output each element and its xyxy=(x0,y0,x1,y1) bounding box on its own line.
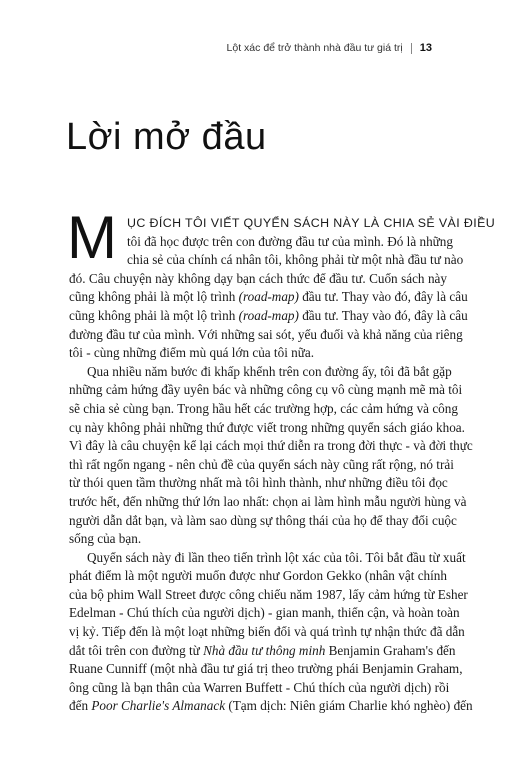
text-line: Qua nhiều năm bước đi khấp khểnh trên con đường ấy, tôi đã bắt gặp xyxy=(87,363,452,379)
paragraph-3 xyxy=(69,549,473,716)
text-line: phát điểm là một người muốn được như Gordon Gekko (nhân vật chính xyxy=(69,568,447,584)
text-line: vị kỷ. Tiếp đến là một loạt những biến đổi và quá trình tự nhận thức đã dẫn xyxy=(69,624,465,640)
text-line: những cảm hứng đầy uyên bác và những công cụ vô cùng mạnh mẽ mà tôi xyxy=(69,382,463,398)
text-line: Edelman - Chú thích của người dịch) - gian manh, thiển cận, và hoàn toàn xyxy=(69,605,460,621)
opening-caps-line: ỤC ĐÍCH TÔI VIẾT QUYỂN SÁCH NÀY LÀ CHIA SẺ VÀI ĐIỀU xyxy=(127,216,496,230)
text-line: tôi đã học được trên con đường đầu tư của mình. Đó là những xyxy=(127,233,453,249)
text-line: ông cũng là bạn thân của Warren Buffett - Chú thích của người dịch) rồi xyxy=(69,679,450,695)
drop-cap: M xyxy=(67,204,117,271)
text-line: Quyển sách này đi lần theo tiến trình lột xác của tôi. Tôi bắt đầu từ xuất xyxy=(87,549,466,565)
running-header xyxy=(227,42,432,54)
opening-paragraph xyxy=(67,204,496,363)
text-line: cũng không phải là một lộ trình (road-map) đầu tư. Thay vào đó, đây là câu xyxy=(69,289,468,305)
text-line: trước hết, đến những thứ lớn lao nhất: chọn ai làm hình mẫu người hùng và xyxy=(69,493,467,509)
header-divider xyxy=(411,43,412,54)
text-line: cụ này không phải những thứ được viết trong những quyển sách giáo khoa. xyxy=(69,419,465,435)
text-line: từ thói quen tầm thường nhất mà tôi hình thành, như những điều tôi đọc xyxy=(69,475,448,491)
running-title: Lột xác để trở thành nhà đầu tư giá trị xyxy=(226,42,403,54)
text-line: sẽ chia sẻ cùng bạn. Trong hầu hết các trường hợp, các cảm hứng và công xyxy=(69,400,458,416)
text-line: chia sẻ của chính cá nhân tôi, không phải từ một nhà đầu tư nào xyxy=(127,252,464,268)
page-number: 13 xyxy=(419,42,432,54)
text-line: Ruane Cunniff (một nhà đầu tư giá trị theo trường phái Benjamin Graham, xyxy=(69,661,463,677)
chapter-title: Lời mở đầu xyxy=(66,116,267,158)
text-line: người dẫn dắt bạn, và làm sao dùng sự thông thái của họ để thay đổi cuộc xyxy=(69,512,457,528)
paragraph-2 xyxy=(69,363,473,549)
body-text xyxy=(67,204,496,716)
text-line: của bộ phim Wall Street được công chiếu năm 1987, lấy cảm hứng từ Esher xyxy=(69,586,468,602)
text-line: thì rất ngổn ngang - nên chủ đề của quyển sách này cũng rất rộng, nó trải xyxy=(69,456,454,472)
text-line: sống của bạn. xyxy=(69,531,142,547)
text-line: đường đầu tư của mình. Với những sai sót, yếu đuối và khả năng của riêng xyxy=(69,326,463,342)
text-line: đến Poor Charlie's Almanack (Tạm dịch: Niên giám Charlie khó nghèo) đến xyxy=(69,698,473,714)
text-line: cũng không phải là một lộ trình (road-map) đầu tư. Thay vào đó, đây là câu xyxy=(69,307,468,323)
text-line: đó. Câu chuyện này không dạy bạn cách thức để đầu tư. Cuốn sách này xyxy=(69,270,447,286)
text-line: Vì đây là câu chuyện kể lại cách mọi thứ diễn ra trong đời thực - và đời thực xyxy=(69,438,473,454)
text-line: dắt tôi trên con đường từ Nhà đầu tư thông minh Benjamin Graham's đến xyxy=(69,642,456,658)
text-line: tôi - cùng những điểm mù quá lớn của tôi nữa. xyxy=(69,345,315,361)
